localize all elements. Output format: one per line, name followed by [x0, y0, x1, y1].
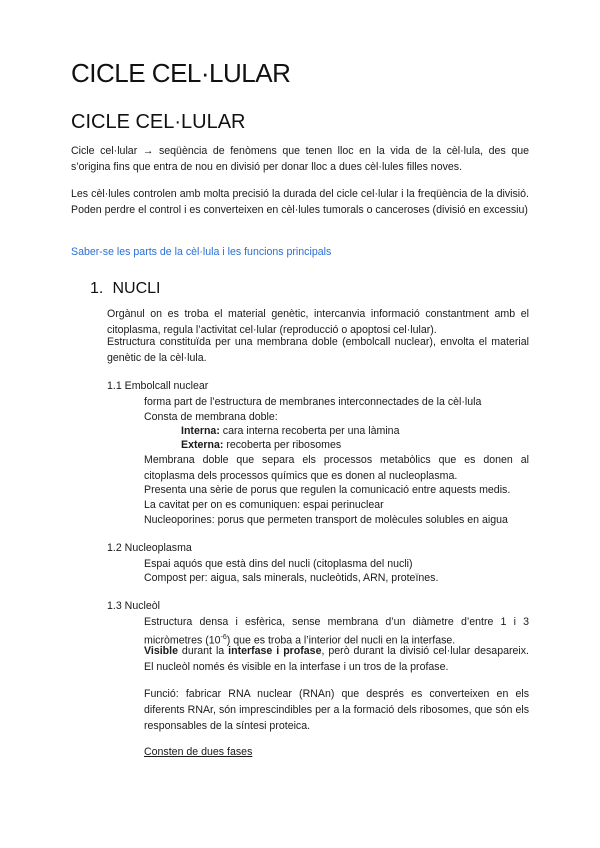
nucleol-visible-bold: Visible	[144, 645, 178, 657]
embolcall-line-2: Consta de membrana doble:	[144, 411, 278, 423]
embolcall-line-1: forma part de l’estructura de membranes interconnectades de la cèl·lula	[144, 396, 482, 408]
link-parts-cell[interactable]: Saber-se les parts de la cèl·lula i les funcions principals	[71, 246, 332, 258]
nucleol-phases-heading	[144, 744, 252, 760]
interna-label: Interna:	[181, 425, 220, 437]
section-1-heading	[90, 280, 160, 298]
nucleol-p1-superscript: -6	[220, 634, 227, 641]
nucleol-p2-text-1: durant la	[177, 645, 229, 657]
subsection-1-2-title: 1.2 Nucleoplasma	[107, 542, 192, 554]
nucli-paragraph-2: Estructura constituïda per una membrana doble (embolcall nuclear), envolta el material genètic de la cèl·lula.	[107, 336, 529, 364]
section-heading: CICLE CEL·LULAR	[71, 111, 246, 133]
nucleol-p2-text-2: , però durant la divisió cel·lular desapareix. El nucleòl només és visible en la interfase i un tros de la profase.	[144, 645, 529, 673]
section-1-title: NUCLI	[112, 280, 161, 297]
nucleoplasma-line-2: Compost per: aigua, sals minerals, nucleòtids, ARN, proteïnes.	[144, 572, 439, 584]
subsection-1-3-title: 1.3 Nucleòl	[107, 600, 160, 612]
document-title: CICLE CEL·LULAR	[71, 58, 291, 88]
nucleol-p1-text-a: Estructura densa i esfèrica, sense membrana d’un diàmetre d’entre 1 i 3 micròmetres (10	[144, 616, 529, 647]
nucleol-paragraph-2	[144, 643, 529, 675]
phases-underlined-text: Consten de dues fases	[144, 746, 253, 758]
nucleol-paragraph-3: Funció: fabricar RNA nuclear (RNAn) que després es converteixen en els diferents RNAr, són imprescindibles per a la formació dels ribosomes, que són els responsables de la síntesi proteica.	[144, 688, 529, 732]
intro-paragraph-1: Cicle cel·lular → seqüència de fenòmens que tenen lloc en la vida de la cèl·lula, des que s’origina fins que entra de nou en divisió per donar lloc a dues cèl·lules filles noves.	[71, 145, 529, 173]
embolcall-line-4: La cavitat per on es comuniquen: espai perinuclear	[144, 499, 384, 511]
nucleol-interfase-bold: interfase i profase	[228, 645, 322, 657]
nucli-paragraph-1: Orgànul on es troba el material genètic, intercanvia informació constantment amb el citoplasma, regula l’activitat cel·lular (reproducció o apoptosi cel·lular).	[107, 308, 529, 336]
embolcall-externa	[181, 437, 341, 453]
intro-paragraph-2: Les cèl·lules controlen amb molta precisió la durada del cicle cel·lular i la freqüència de la divisió. Poden perdre el control i es converteixen en cèl·lules tumorals o canceroses (divisió en excessiu)	[71, 188, 529, 216]
nucleol-p1-text-b: ) que es troba a l’interior del nucli en la interfase.	[226, 634, 456, 647]
embolcall-line-3: Presenta una sèrie de porus que regulen la comunicació entre aquests medis.	[144, 484, 511, 496]
interna-text: cara interna recoberta per una làmina	[219, 425, 400, 437]
externa-label: Externa:	[181, 439, 224, 451]
externa-text: recoberta per ribosomes	[223, 439, 342, 451]
embolcall-paragraph: Membrana doble que separa els processos metabòlics que es donen al citoplasma dels processos químics que es donen al nucleoplasma.	[144, 454, 529, 482]
subsection-1-1-title: 1.1 Embolcall nuclear	[107, 380, 209, 392]
embolcall-line-5: Nucleoporines: porus que permeten transport de molècules solubles en aigua	[144, 514, 508, 526]
nucleoplasma-line-1: Espai aquós que està dins del nucli (citoplasma del nucli)	[144, 558, 413, 570]
section-1-number: 1.	[90, 280, 104, 297]
